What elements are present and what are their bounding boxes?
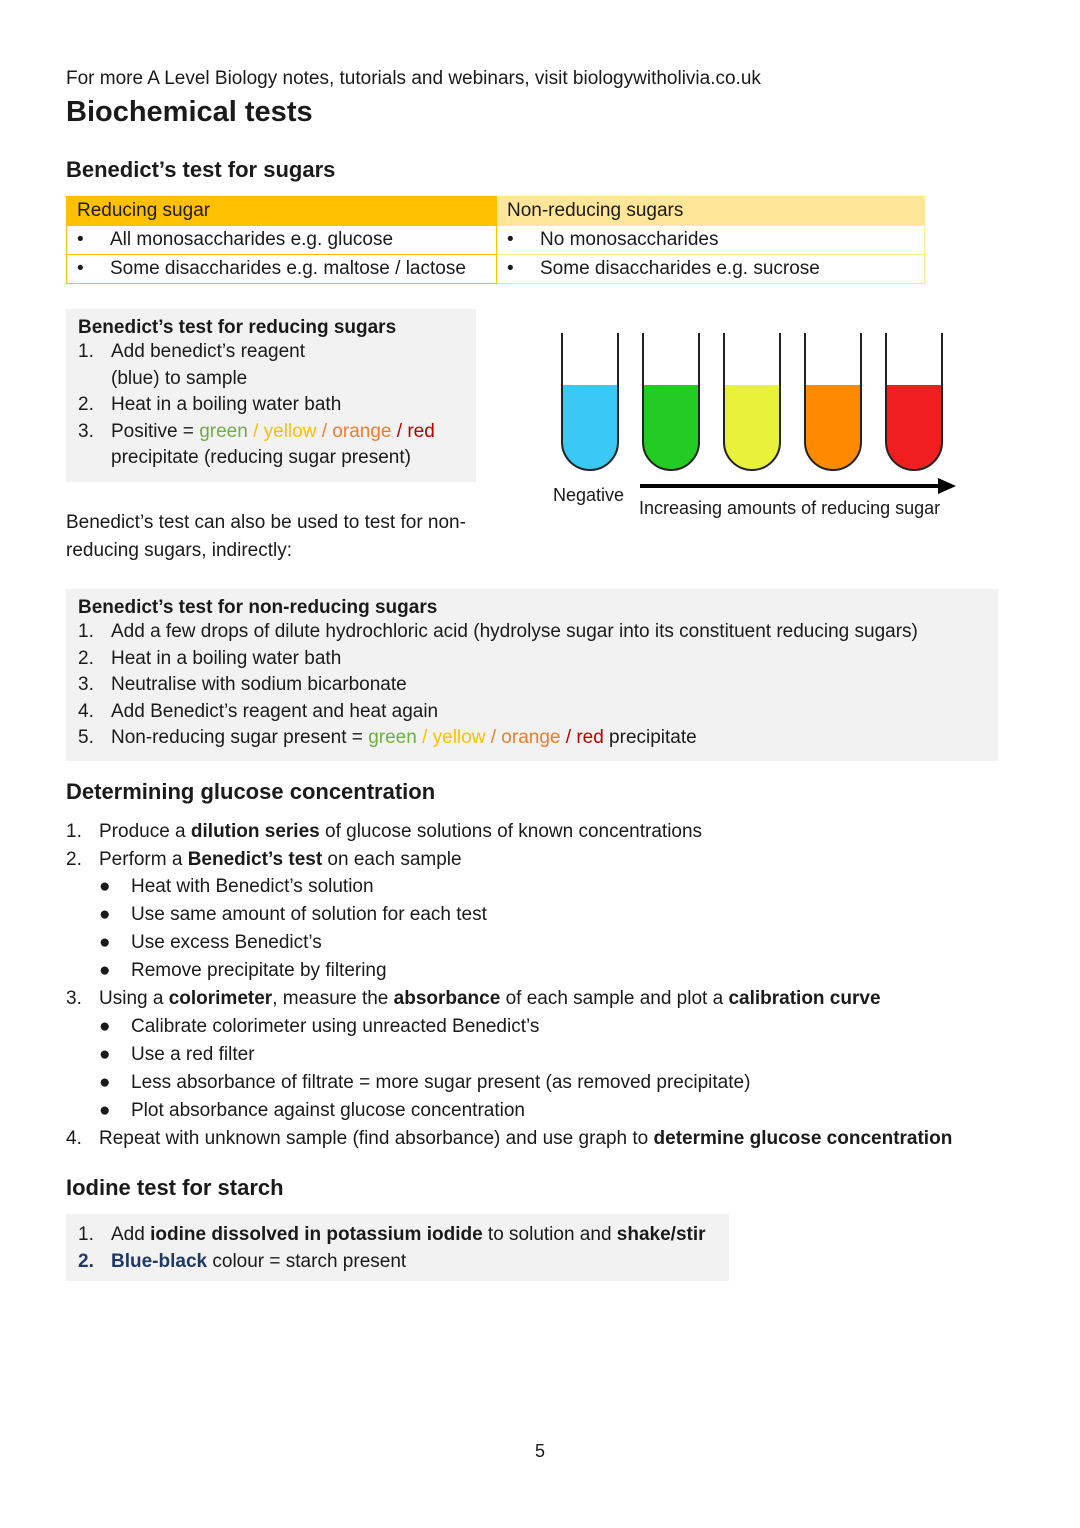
nonreducing-sugar-header: Non-reducing sugars bbox=[497, 197, 925, 226]
step-text-bold: absorbance bbox=[393, 988, 501, 1009]
list-item bbox=[66, 1069, 1046, 1097]
separator: / bbox=[247, 420, 264, 442]
tube-liquid bbox=[886, 385, 942, 470]
arrow-head-icon bbox=[938, 478, 956, 494]
color-word-orange: orange bbox=[501, 727, 561, 748]
step-text: precipitate bbox=[603, 727, 697, 748]
step-text: Add bbox=[111, 1224, 151, 1245]
list-item bbox=[66, 985, 1046, 1013]
bullet-glyph: ● bbox=[99, 904, 111, 925]
step-text: of each sample and plot a bbox=[500, 988, 729, 1009]
bullet-glyph: ● bbox=[99, 876, 111, 897]
step-number: 2. bbox=[78, 647, 94, 669]
step-text: Add benedict’s reagent bbox=[111, 341, 306, 362]
blue-black-text: Blue-black bbox=[111, 1250, 208, 1272]
indirect-paragraph: Benedict’s test can also be used to test for non-reducing sugars, indirectly: bbox=[66, 512, 466, 561]
separator: / bbox=[391, 420, 408, 442]
step-text: on each sample bbox=[322, 848, 462, 870]
step-text: Neutralise with sodium bicarbonate bbox=[111, 674, 407, 695]
step-text: Add a few drops of dilute hydrochloric acid (hydrolyse sugar into its constituent reducing sugars) bbox=[111, 621, 918, 642]
bullet-glyph: ● bbox=[99, 932, 111, 953]
list-item bbox=[66, 1041, 1046, 1069]
sub-item-text: Heat with Benedict’s solution bbox=[131, 876, 374, 897]
list-item bbox=[66, 818, 1046, 846]
tube-liquid bbox=[724, 385, 780, 470]
separator: / bbox=[316, 420, 333, 442]
step-text-bold: determine glucose concentration bbox=[653, 1127, 953, 1149]
nonreducing-box-title: Benedict’s test for non-reducing sugars bbox=[78, 597, 438, 618]
separator: / bbox=[485, 727, 502, 748]
color-word-red: red bbox=[576, 727, 604, 748]
sub-item-text: Use excess Benedict’s bbox=[131, 932, 322, 953]
step-number: 4. bbox=[78, 700, 94, 722]
bullet-glyph: ● bbox=[99, 960, 111, 981]
color-word-green: green bbox=[199, 420, 248, 442]
separator: / bbox=[416, 727, 433, 748]
step-number: 1. bbox=[78, 1224, 94, 1245]
sub-item-text: Use same amount of solution for each test bbox=[131, 904, 487, 925]
table-cell bbox=[67, 255, 497, 284]
bullet-glyph: ● bbox=[99, 1015, 111, 1037]
step-number: 1. bbox=[78, 621, 94, 642]
list-item bbox=[78, 699, 986, 726]
bullet-glyph: • bbox=[507, 229, 514, 250]
sugar-table bbox=[66, 196, 925, 284]
step-text: Using a bbox=[99, 988, 169, 1009]
sub-item-text: Use a red filter bbox=[131, 1043, 255, 1065]
list-item bbox=[66, 846, 1046, 874]
table-cell bbox=[67, 226, 497, 255]
tube-liquid bbox=[643, 385, 699, 470]
bullet-glyph: ● bbox=[99, 1071, 111, 1093]
reducing-sugars-box bbox=[66, 309, 476, 482]
step-number: 1. bbox=[78, 341, 94, 362]
bullet-glyph: • bbox=[77, 229, 84, 250]
bullet-glyph: ● bbox=[99, 1099, 111, 1121]
sub-item-text: Plot absorbance against glucose concentration bbox=[131, 1099, 525, 1121]
list-item bbox=[78, 646, 986, 673]
step-text-bold: colorimeter bbox=[168, 988, 273, 1009]
bullet-glyph: • bbox=[507, 258, 514, 279]
step-number: 1. bbox=[66, 821, 82, 842]
header-link-text: For more A Level Biology notes, tutorials and webinars, visit biologywitholivia.co.uk bbox=[66, 68, 761, 89]
step-text: to solution and bbox=[482, 1224, 617, 1245]
list-item bbox=[66, 1097, 1046, 1125]
step-number: 4. bbox=[66, 1127, 82, 1149]
list-item bbox=[66, 901, 1046, 929]
benedicts-heading: Benedict’s test for sugars bbox=[66, 157, 336, 182]
step-number: 2. bbox=[78, 1250, 94, 1272]
step-text-bold: calibration curve bbox=[728, 988, 881, 1009]
list-item bbox=[78, 672, 986, 699]
step-text: Repeat with unknown sample (find absorbance) and use graph to bbox=[99, 1127, 654, 1149]
step-text-bold: shake/stir bbox=[616, 1224, 706, 1245]
table-cell bbox=[497, 226, 925, 255]
list-item bbox=[78, 419, 464, 446]
step-text-bold: iodine dissolved in potassium iodide bbox=[150, 1224, 483, 1245]
bullet-glyph: ● bbox=[99, 1043, 111, 1065]
list-item bbox=[78, 392, 464, 419]
color-word-orange: orange bbox=[332, 420, 392, 442]
iodine-heading: Iodine test for starch bbox=[66, 1175, 284, 1200]
list-item bbox=[78, 619, 986, 646]
step-text: Produce a bbox=[99, 821, 191, 842]
color-word-yellow: yellow bbox=[432, 727, 486, 748]
glucose-heading: Determining glucose concentration bbox=[66, 779, 436, 804]
list-item bbox=[66, 873, 1046, 901]
step-number: 3. bbox=[66, 988, 82, 1009]
step-text: , measure the bbox=[272, 988, 394, 1009]
list-item bbox=[66, 1013, 1046, 1041]
step-continuation: precipitate (reducing sugar present) bbox=[111, 447, 411, 468]
color-word-green: green bbox=[368, 727, 417, 748]
table-cell-text: Some disaccharides e.g. sucrose bbox=[540, 258, 820, 279]
step-number: 2. bbox=[78, 394, 94, 415]
step-number: 2. bbox=[66, 848, 82, 870]
table-cell-text: No monosaccharides bbox=[540, 229, 719, 250]
reducing-box-title: Benedict’s test for reducing sugars bbox=[78, 317, 397, 338]
list-item bbox=[66, 1125, 1046, 1153]
step-text: Perform a bbox=[99, 848, 188, 870]
step-text: Positive = bbox=[111, 420, 200, 442]
step-text: colour = starch present bbox=[207, 1250, 407, 1272]
list-item bbox=[66, 929, 1046, 957]
table-cell-text: Some disaccharides e.g. maltose / lactose bbox=[110, 258, 466, 279]
glucose-steps-list bbox=[66, 818, 1046, 1152]
table-cell-text: All monosaccharides e.g. glucose bbox=[110, 229, 394, 250]
step-text: Non-reducing sugar present = bbox=[111, 727, 369, 748]
step-continuation: (blue) to sample bbox=[111, 367, 248, 389]
color-word-yellow: yellow bbox=[263, 420, 317, 442]
tube-liquid bbox=[805, 385, 861, 470]
sub-item-text: Remove precipitate by filtering bbox=[131, 960, 387, 981]
sub-item-text: Calibrate colorimeter using unreacted Benedict’s bbox=[131, 1015, 540, 1037]
step-text-bold: dilution series bbox=[190, 821, 320, 842]
table-cell bbox=[497, 255, 925, 284]
step-text: Heat in a boiling water bath bbox=[111, 647, 342, 669]
step-text: Heat in a boiling water bath bbox=[111, 394, 342, 415]
step-text: Add Benedict’s reagent and heat again bbox=[111, 700, 439, 722]
page-number: 5 bbox=[534, 1441, 545, 1461]
tube-liquid bbox=[562, 385, 618, 470]
step-text-bold: Benedict’s test bbox=[187, 848, 323, 870]
reducing-sugar-header: Reducing sugar bbox=[67, 197, 497, 226]
list-item bbox=[78, 339, 464, 366]
arrow-label: Increasing amounts of reducing sugar bbox=[639, 498, 941, 518]
step-number: 3. bbox=[78, 674, 94, 695]
iodine-box bbox=[66, 1214, 729, 1281]
list-item bbox=[66, 957, 1046, 985]
step-number: 3. bbox=[78, 420, 94, 442]
sub-item-text: Less absorbance of filtrate = more sugar present (as removed precipitate) bbox=[131, 1071, 751, 1093]
list-item bbox=[78, 1222, 717, 1249]
list-item bbox=[78, 1249, 717, 1276]
bullet-glyph: • bbox=[77, 258, 84, 279]
color-word-red: red bbox=[407, 420, 435, 442]
step-number: 5. bbox=[78, 727, 94, 748]
nonreducing-sugars-box bbox=[66, 589, 998, 761]
negative-label: Negative bbox=[553, 485, 625, 505]
step-text: of glucose solutions of known concentrations bbox=[319, 821, 703, 842]
list-item bbox=[78, 725, 986, 752]
separator: / bbox=[560, 727, 577, 748]
page-title: Biochemical tests bbox=[66, 96, 313, 128]
